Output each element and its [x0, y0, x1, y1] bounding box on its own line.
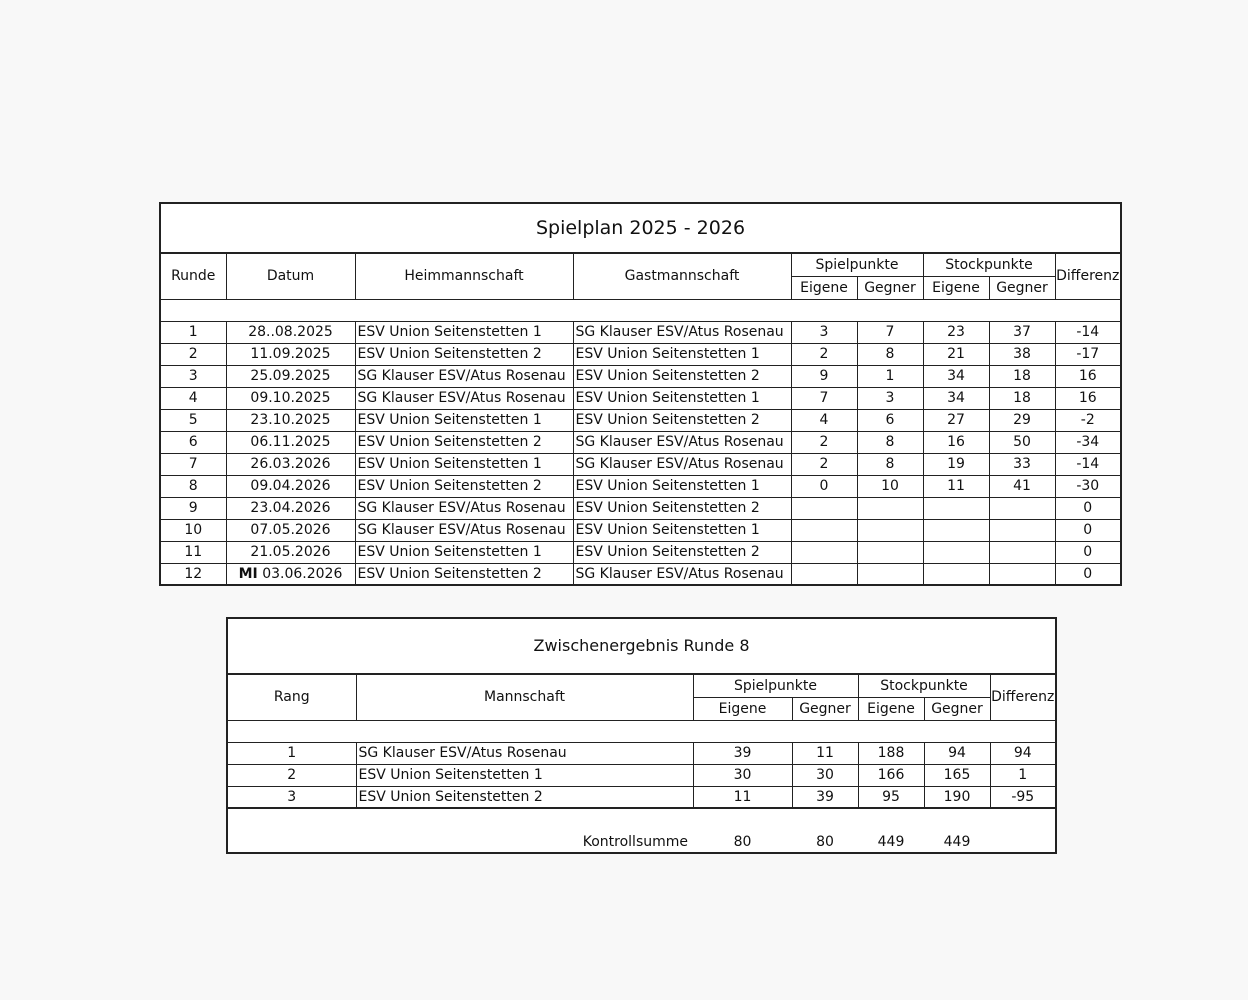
cell-gastmannschaft: ESV Union Seitenstetten 1 [573, 387, 791, 409]
cell-heimmannschaft: SG Klauser ESV/Atus Rosenau [355, 519, 573, 541]
cell-rang: 2 [227, 764, 356, 786]
table-row [160, 387, 1121, 409]
cell-gastmannschaft: SG Klauser ESV/Atus Rosenau [573, 453, 791, 475]
cell-runde: 5 [160, 409, 226, 431]
cell-spielpunkte-eigene: 39 [693, 742, 792, 764]
cell-heimmannschaft: ESV Union Seitenstetten 2 [355, 563, 573, 585]
table-row [227, 742, 1056, 764]
header-gastmannschaft: Gastmannschaft [573, 253, 791, 299]
cell-spielpunkte-gegner [857, 563, 923, 585]
header-stockpunkte: Stockpunkte [858, 674, 990, 697]
header-heimmannschaft: Heimmannschaft [355, 253, 573, 299]
table-row [227, 764, 1056, 786]
cell-spielpunkte-eigene: 30 [693, 764, 792, 786]
date-value: 25.09.2025 [250, 368, 331, 384]
cell-datum [226, 541, 355, 563]
cell-stockpunkte-eigene: 11 [923, 475, 989, 497]
cell-datum [226, 321, 355, 343]
cell-stockpunkte-gegner [989, 497, 1055, 519]
cell-spielpunkte-eigene: 9 [791, 365, 857, 387]
cell-stockpunkte-eigene [923, 519, 989, 541]
standings-table [226, 617, 1057, 854]
header-stockpunkte: Stockpunkte [923, 253, 1055, 276]
cell-mannschaft: ESV Union Seitenstetten 1 [356, 764, 693, 786]
cell-spielpunkte-eigene: 11 [693, 786, 792, 808]
date-value: 03.06.2026 [262, 565, 343, 582]
header-spielpunkte: Spielpunkte [791, 253, 923, 276]
date-value: 28..08.2025 [248, 324, 333, 340]
cell-stockpunkte-eigene: 95 [858, 786, 924, 808]
cell-spielpunkte-gegner: 6 [857, 409, 923, 431]
cell-differenz: -2 [1055, 409, 1121, 431]
cell-spielpunkte-eigene: 4 [791, 409, 857, 431]
cell-gastmannschaft: SG Klauser ESV/Atus Rosenau [573, 321, 791, 343]
cell-differenz: -17 [1055, 343, 1121, 365]
table-row [160, 519, 1121, 541]
header-differenz: Differenz [990, 674, 1056, 720]
control-sum-st-eigene: 449 [858, 808, 924, 853]
header-spielpunkte-gegner: Gegner [857, 276, 923, 299]
cell-spielpunkte-gegner: 8 [857, 431, 923, 453]
cell-stockpunkte-eigene [923, 563, 989, 585]
schedule-body [160, 321, 1121, 585]
table-row [160, 365, 1121, 387]
header-datum: Datum [226, 253, 355, 299]
cell-gastmannschaft: ESV Union Seitenstetten 2 [573, 409, 791, 431]
cell-stockpunkte-eigene: 21 [923, 343, 989, 365]
control-sum-sp-gegner: 80 [792, 808, 858, 853]
cell-differenz: 16 [1055, 365, 1121, 387]
cell-differenz: 0 [1055, 497, 1121, 519]
date-value: 11.09.2025 [250, 346, 331, 362]
cell-heimmannschaft: ESV Union Seitenstetten 1 [355, 409, 573, 431]
cell-spielpunkte-eigene: 2 [791, 431, 857, 453]
table-row [160, 453, 1121, 475]
table-row [160, 541, 1121, 563]
cell-stockpunkte-gegner: 41 [989, 475, 1055, 497]
control-sum-empty [990, 808, 1056, 853]
cell-spielpunkte-eigene: 7 [791, 387, 857, 409]
cell-rang: 1 [227, 742, 356, 764]
table-row [160, 431, 1121, 453]
cell-stockpunkte-eigene: 166 [858, 764, 924, 786]
header-spielpunkte: Spielpunkte [693, 674, 858, 697]
cell-spielpunkte-gegner: 8 [857, 453, 923, 475]
cell-gastmannschaft: SG Klauser ESV/Atus Rosenau [573, 431, 791, 453]
date-value: 23.04.2026 [250, 500, 331, 516]
cell-differenz: -30 [1055, 475, 1121, 497]
control-sum-sp-eigene: 80 [693, 808, 792, 853]
cell-gastmannschaft: ESV Union Seitenstetten 1 [573, 475, 791, 497]
spacer-row [160, 299, 1121, 321]
cell-differenz: -14 [1055, 453, 1121, 475]
cell-heimmannschaft: ESV Union Seitenstetten 1 [355, 321, 573, 343]
cell-stockpunkte-eigene: 27 [923, 409, 989, 431]
cell-gastmannschaft: SG Klauser ESV/Atus Rosenau [573, 563, 791, 585]
schedule-title: Spielplan 2025 - 2026 [160, 203, 1121, 253]
table-row [160, 321, 1121, 343]
cell-runde: 10 [160, 519, 226, 541]
cell-stockpunkte-gegner: 38 [989, 343, 1055, 365]
cell-datum [226, 387, 355, 409]
date-value: 06.11.2025 [250, 434, 331, 450]
cell-stockpunkte-eigene: 34 [923, 365, 989, 387]
date-value: 21.05.2026 [250, 544, 331, 560]
cell-runde: 3 [160, 365, 226, 387]
date-value: 26.03.2026 [250, 456, 331, 472]
cell-stockpunkte-eigene: 16 [923, 431, 989, 453]
cell-stockpunkte-gegner: 190 [924, 786, 990, 808]
header-spielpunkte-gegner: Gegner [792, 697, 858, 720]
cell-datum [226, 497, 355, 519]
cell-heimmannschaft: SG Klauser ESV/Atus Rosenau [355, 365, 573, 387]
cell-datum [226, 563, 355, 585]
cell-runde: 9 [160, 497, 226, 519]
date-value: 23.10.2025 [250, 412, 331, 428]
table-row [160, 563, 1121, 585]
schedule-table [159, 202, 1122, 586]
cell-stockpunkte-gegner: 37 [989, 321, 1055, 343]
header-mannschaft: Mannschaft [356, 674, 693, 720]
header-rang: Rang [227, 674, 356, 720]
cell-spielpunkte-gegner: 3 [857, 387, 923, 409]
header-stockpunkte-eigene: Eigene [923, 276, 989, 299]
cell-stockpunkte-eigene [923, 541, 989, 563]
cell-spielpunkte-eigene: 3 [791, 321, 857, 343]
date-value: 09.04.2026 [250, 478, 331, 494]
cell-heimmannschaft: ESV Union Seitenstetten 2 [355, 431, 573, 453]
cell-stockpunkte-eigene: 23 [923, 321, 989, 343]
cell-stockpunkte-gegner: 29 [989, 409, 1055, 431]
cell-datum [226, 475, 355, 497]
header-spielpunkte-eigene: Eigene [693, 697, 792, 720]
cell-differenz: 94 [990, 742, 1056, 764]
cell-differenz: 0 [1055, 519, 1121, 541]
header-stockpunkte-gegner: Gegner [924, 697, 990, 720]
cell-datum [226, 409, 355, 431]
cell-spielpunkte-eigene: 2 [791, 343, 857, 365]
cell-runde: 1 [160, 321, 226, 343]
standings-title: Zwischenergebnis Runde 8 [227, 618, 1056, 674]
cell-datum [226, 431, 355, 453]
cell-runde: 4 [160, 387, 226, 409]
cell-differenz: 0 [1055, 563, 1121, 585]
cell-datum [226, 453, 355, 475]
header-spielpunkte-eigene: Eigene [791, 276, 857, 299]
table-row [160, 475, 1121, 497]
cell-spielpunkte-eigene [791, 541, 857, 563]
standings-body [227, 742, 1056, 808]
cell-differenz: -95 [990, 786, 1056, 808]
cell-spielpunkte-gegner [857, 519, 923, 541]
cell-runde: 12 [160, 563, 226, 585]
cell-datum [226, 365, 355, 387]
cell-stockpunkte-eigene: 34 [923, 387, 989, 409]
cell-differenz: -14 [1055, 321, 1121, 343]
table-row [160, 343, 1121, 365]
cell-runde: 6 [160, 431, 226, 453]
cell-differenz: 16 [1055, 387, 1121, 409]
table-row [227, 786, 1056, 808]
cell-heimmannschaft: ESV Union Seitenstetten 2 [355, 343, 573, 365]
cell-stockpunkte-gegner: 18 [989, 365, 1055, 387]
cell-runde: 11 [160, 541, 226, 563]
cell-stockpunkte-gegner: 33 [989, 453, 1055, 475]
cell-gastmannschaft: ESV Union Seitenstetten 1 [573, 519, 791, 541]
cell-rang: 3 [227, 786, 356, 808]
cell-runde: 2 [160, 343, 226, 365]
cell-heimmannschaft: ESV Union Seitenstetten 1 [355, 453, 573, 475]
cell-spielpunkte-eigene: 0 [791, 475, 857, 497]
header-differenz: Differenz [1055, 253, 1121, 299]
control-sum-label: Kontrollsumme [227, 808, 693, 853]
table-row [160, 409, 1121, 431]
cell-spielpunkte-gegner: 10 [857, 475, 923, 497]
cell-runde: 7 [160, 453, 226, 475]
cell-spielpunkte-gegner: 39 [792, 786, 858, 808]
weekday-label: MI [238, 565, 258, 582]
cell-gastmannschaft: ESV Union Seitenstetten 2 [573, 365, 791, 387]
date-value: 09.10.2025 [250, 390, 331, 406]
cell-gastmannschaft: ESV Union Seitenstetten 2 [573, 541, 791, 563]
cell-spielpunkte-gegner [857, 541, 923, 563]
cell-stockpunkte-eigene: 19 [923, 453, 989, 475]
cell-spielpunkte-gegner: 7 [857, 321, 923, 343]
header-stockpunkte-gegner: Gegner [989, 276, 1055, 299]
cell-gastmannschaft: ESV Union Seitenstetten 1 [573, 343, 791, 365]
cell-datum [226, 343, 355, 365]
cell-stockpunkte-gegner [989, 563, 1055, 585]
cell-spielpunkte-eigene [791, 563, 857, 585]
cell-datum [226, 519, 355, 541]
cell-gastmannschaft: ESV Union Seitenstetten 2 [573, 497, 791, 519]
cell-stockpunkte-gegner: 18 [989, 387, 1055, 409]
cell-stockpunkte-eigene [923, 497, 989, 519]
cell-mannschaft: SG Klauser ESV/Atus Rosenau [356, 742, 693, 764]
cell-mannschaft: ESV Union Seitenstetten 2 [356, 786, 693, 808]
cell-heimmannschaft: SG Klauser ESV/Atus Rosenau [355, 497, 573, 519]
table-row [160, 497, 1121, 519]
cell-spielpunkte-eigene [791, 519, 857, 541]
cell-stockpunkte-gegner [989, 519, 1055, 541]
header-runde: Runde [160, 253, 226, 299]
cell-differenz: 1 [990, 764, 1056, 786]
cell-stockpunkte-gegner: 165 [924, 764, 990, 786]
header-stockpunkte-eigene: Eigene [858, 697, 924, 720]
cell-spielpunkte-gegner: 8 [857, 343, 923, 365]
cell-differenz: -34 [1055, 431, 1121, 453]
cell-heimmannschaft: ESV Union Seitenstetten 1 [355, 541, 573, 563]
cell-spielpunkte-gegner: 30 [792, 764, 858, 786]
cell-spielpunkte-gegner: 1 [857, 365, 923, 387]
control-sum-st-gegner: 449 [924, 808, 990, 853]
cell-stockpunkte-gegner: 50 [989, 431, 1055, 453]
spacer-row [227, 720, 1056, 742]
cell-stockpunkte-gegner: 94 [924, 742, 990, 764]
cell-heimmannschaft: SG Klauser ESV/Atus Rosenau [355, 387, 573, 409]
date-value: 07.05.2026 [250, 522, 331, 538]
cell-spielpunkte-eigene [791, 497, 857, 519]
cell-runde: 8 [160, 475, 226, 497]
cell-spielpunkte-eigene: 2 [791, 453, 857, 475]
cell-heimmannschaft: ESV Union Seitenstetten 2 [355, 475, 573, 497]
cell-stockpunkte-eigene: 188 [858, 742, 924, 764]
cell-spielpunkte-gegner: 11 [792, 742, 858, 764]
cell-differenz: 0 [1055, 541, 1121, 563]
cell-spielpunkte-gegner [857, 497, 923, 519]
cell-stockpunkte-gegner [989, 541, 1055, 563]
